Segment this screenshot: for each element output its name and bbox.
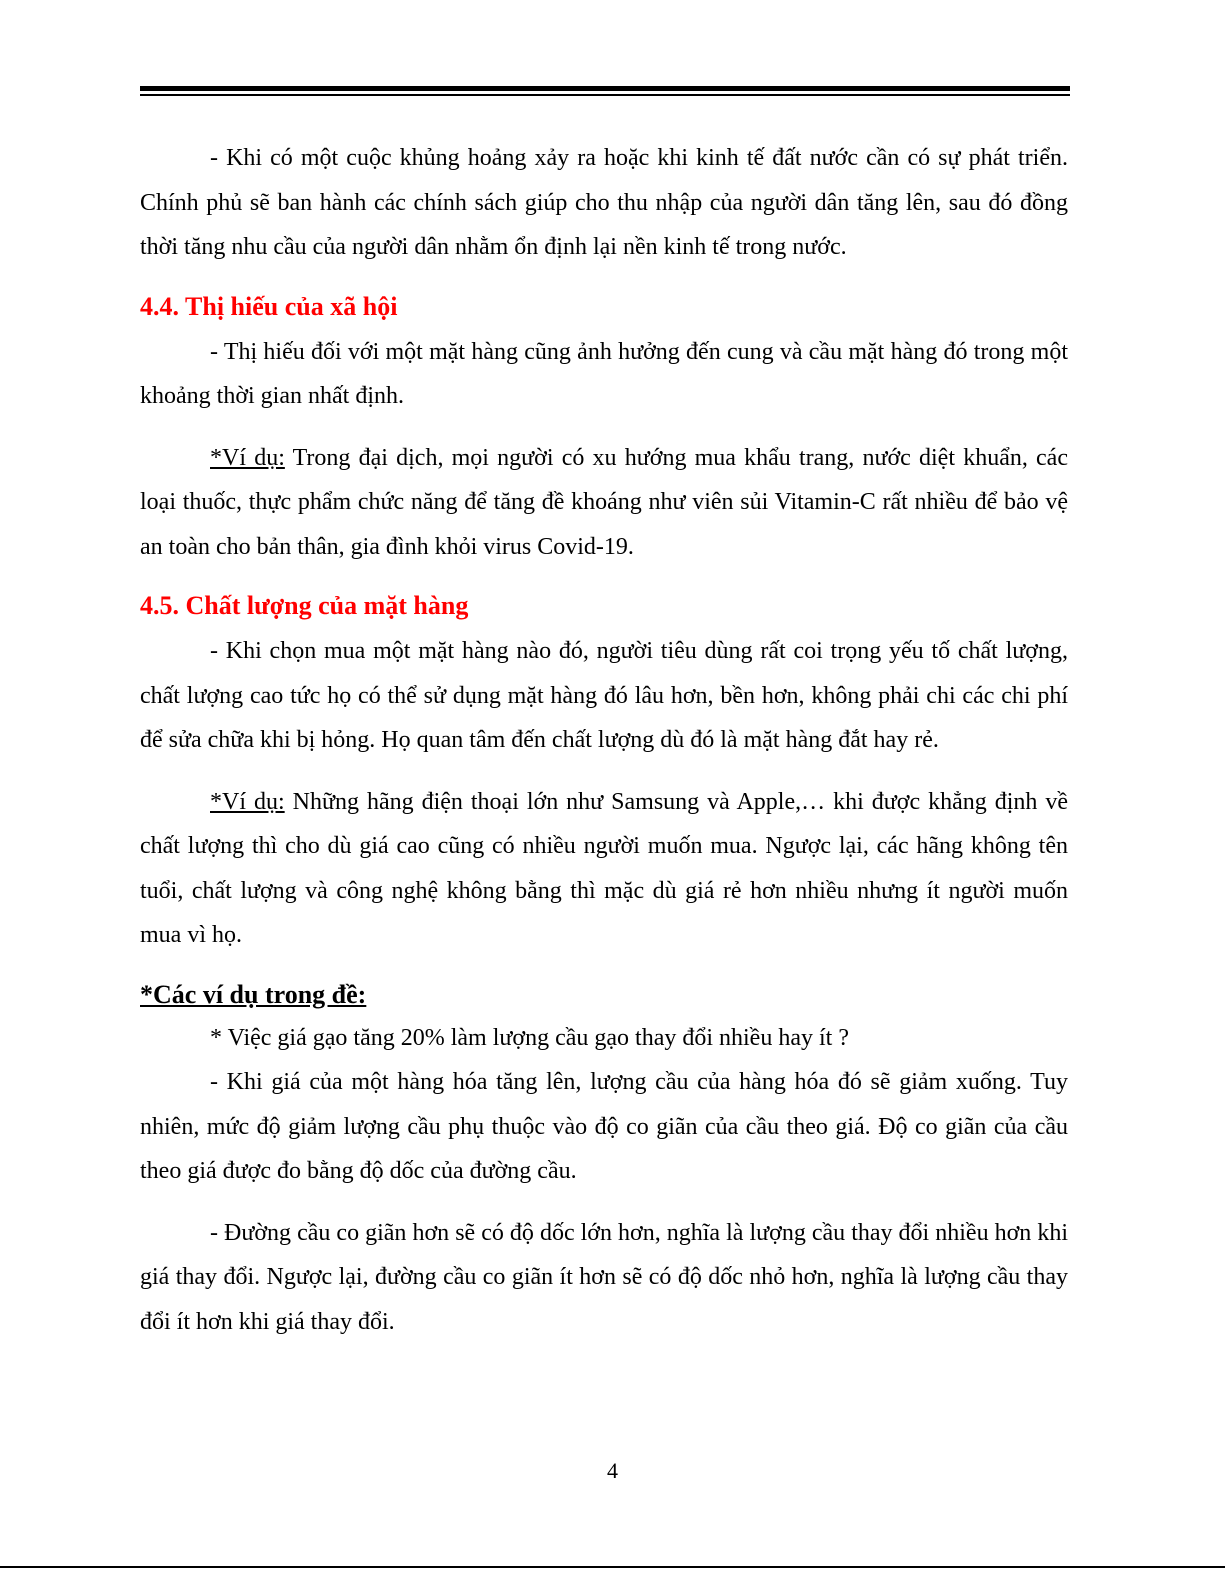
example-pandemic bbox=[140, 436, 1068, 570]
bottom-rule bbox=[0, 1566, 1225, 1568]
paragraph-taste: - Thị hiếu đối với một mặt hàng cũng ảnh hưởng đến cung và cầu mặt hàng đó trong một khoảng thời gian nhất định. bbox=[140, 338, 1068, 409]
page-number: 4 bbox=[607, 1458, 618, 1483]
paragraph-crisis-policy: - Khi có một cuộc khủng hoảng xảy ra hoặc khi kinh tế đất nước cần có sự phát triển. Chính phủ sẽ ban hành các chính sách giúp cho thu nhập của người dân tăng lên, sau đó đồng thời tăng nhu cầu của người dân nhằm ổn định lại nền kinh tế trong nước. bbox=[140, 145, 1068, 260]
heading-4-5: 4.5. Chất lượng của mặt hàng bbox=[140, 591, 469, 620]
example-label: *Ví dụ: bbox=[210, 788, 285, 815]
example-phones bbox=[140, 780, 1068, 958]
example-label: *Ví dụ: bbox=[210, 444, 285, 471]
heading-4-4: 4.4. Thị hiếu của xã hội bbox=[140, 291, 398, 321]
example-text: Trong đại dịch, mọi người có xu hướng mua khẩu trang, nước diệt khuẩn, các loại thuốc, thực phẩm chức năng để tăng đề khoáng như viên sủi Vitamin-C rất nhiều để bảo vệ an toàn cho bản thân, gia đình khỏi virus Covid-19. bbox=[140, 444, 1068, 560]
example-text: Những hãng điện thoại lớn như Samsung và Apple,… khi được khẳng định về chất lượng thì cho dù giá cao cũng có nhiều người muốn mua. Ngược lại, các hãng không tên tuổi, chất lượng và công nghệ không bằng thì mặc dù giá rẻ hơn nhiều nhưng ít người muốn mua vì họ. bbox=[140, 788, 1068, 948]
question-rice-price: * Việc giá gạo tăng 20% làm lượng cầu gạo thay đổi nhiều hay ít ? bbox=[210, 1024, 849, 1051]
paragraph-quality: - Khi chọn mua một mặt hàng nào đó, người tiêu dùng rất coi trọng yếu tố chất lượng, chất lượng cao tức họ có thể sử dụng mặt hàng đó lâu hơn, bền hơn, không phải chi các chi phí để sửa chữa khi bị hỏng. Họ quan tâm đến chất lượng dù đó là mặt hàng đắt hay rẻ. bbox=[140, 638, 1068, 753]
header-rule-thick bbox=[140, 86, 1070, 91]
examples-heading: *Các ví dụ trong đề: bbox=[140, 979, 367, 1009]
paragraph-elasticity: - Khi giá của một hàng hóa tăng lên, lượng cầu của hàng hóa đó sẽ giảm xuống. Tuy nhiên, mức độ giảm lượng cầu phụ thuộc vào độ co giãn của cầu theo giá. Độ co giãn của cầu theo giá được đo bằng độ dốc của đường cầu. bbox=[140, 1069, 1068, 1184]
paragraph-demand-curve: - Đường cầu co giãn hơn sẽ có độ dốc lớn hơn, nghĩa là lượng cầu thay đổi nhiều hơn khi giá thay đổi. Ngược lại, đường cầu co giãn ít hơn sẽ có độ dốc nhỏ hơn, nghĩa là lượng cầu thay đổi ít hơn khi giá thay đổi. bbox=[140, 1219, 1068, 1335]
header-rule-thin bbox=[140, 94, 1070, 96]
document-body bbox=[140, 136, 1068, 1344]
